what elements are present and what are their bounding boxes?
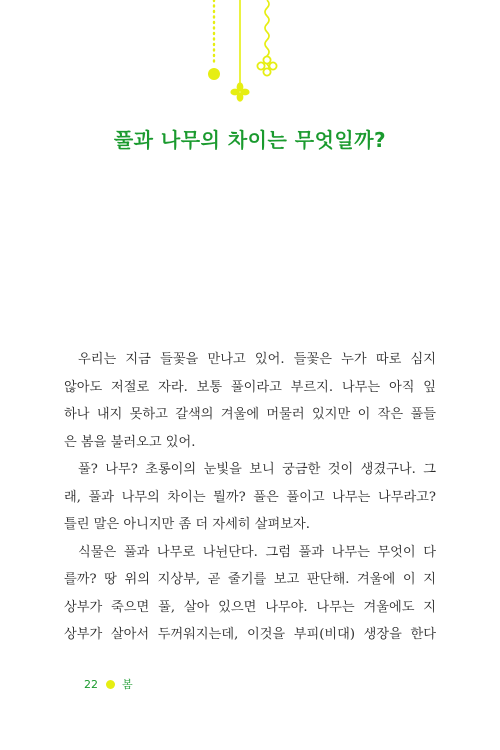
page-footer xyxy=(84,676,133,692)
page-number: 22 xyxy=(84,677,98,691)
text-line: 하나 내지 못하고 갈색의 겨울에 머물러 있지만 이 작은 풀들 xyxy=(64,407,436,422)
yellow-dot-icon xyxy=(106,680,115,689)
chapter-title: 풀과 나무의 차이는 무엇일까? xyxy=(113,128,387,152)
text-line: 은 봄을 불러오고 있어. xyxy=(64,434,196,450)
text-line: 틀린 말은 아니지만 좀 더 자세히 살펴보자. xyxy=(64,517,310,532)
outline-flower-icon xyxy=(257,56,276,75)
text-line: 상부가 죽으면 풀, 살아 있으면 나무야. 나무는 겨울에도 지 xyxy=(64,599,436,615)
text-line: 래, 풀과 나무의 차이는 뭘까? 풀은 풀이고 나무는 나무라고? xyxy=(64,489,436,505)
hanging-flowers-decoration xyxy=(0,0,500,110)
text-line: 식물은 풀과 나무로 나뉜단다. 그럼 풀과 나무는 무엇이 다 xyxy=(78,544,436,560)
four-petal-flower-icon xyxy=(230,82,249,101)
paragraph xyxy=(64,539,436,649)
text-line: 상부가 살아서 두꺼워지는데, 이것을 부피(비대) 생장을 한다 xyxy=(64,627,436,642)
section-name: 봄 xyxy=(122,678,133,691)
paragraph xyxy=(64,346,436,456)
text-line: 우리는 지금 들꽃을 만나고 있어. 들꽃은 누가 따로 심지 xyxy=(78,352,436,367)
body-text xyxy=(64,346,436,649)
text-line: 풀? 나무? 초롱이의 눈빛을 보니 궁금한 것이 생겼구나. 그 xyxy=(78,462,436,477)
text-line: 않아도 저절로 자라. 보통 풀이라고 부르지. 나무는 아직 잎 xyxy=(64,379,436,395)
paragraph xyxy=(64,456,436,539)
text-line: 를까? 땅 위의 지상부, 곧 줄기를 보고 판단해. 겨울에 이 지 xyxy=(64,572,436,587)
round-bead-icon xyxy=(208,68,220,80)
